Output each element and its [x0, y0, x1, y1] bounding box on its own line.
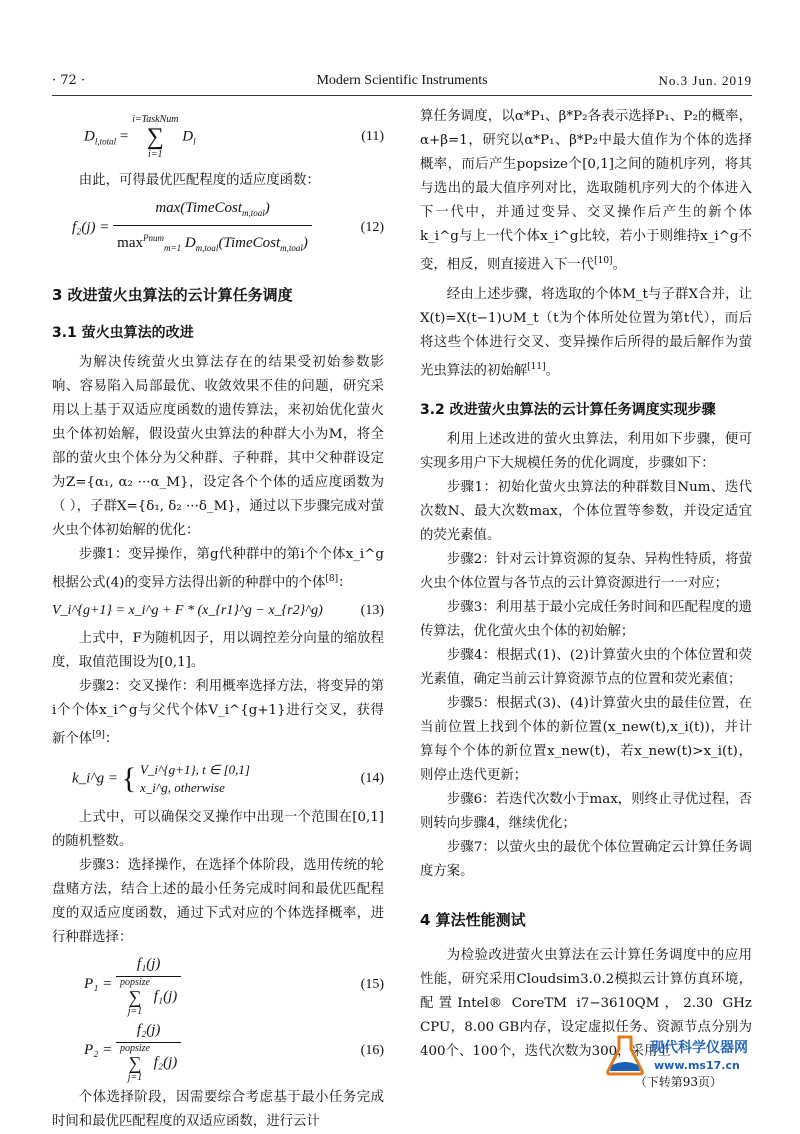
paragraph: 利用上述改进的萤火虫算法，利用如下步骤，便可实现多用户下大规模任务的优化调度，步骤如下： — [420, 431, 752, 471]
right-column — [420, 105, 752, 1094]
step-4: 步骤4：根据式(1)、(2)计算萤火虫的个体位置和荧光素值，确定当前云计算资源节点的位置和荧光素值； — [420, 647, 752, 687]
flask-icon — [602, 1033, 648, 1077]
equation-number: (16) — [360, 1042, 384, 1058]
equation-number: (12) — [360, 220, 384, 235]
subsection-heading: 3.2 改进萤火虫算法的云计算任务调度实现步骤 — [420, 401, 716, 418]
equation-13: V_i^{g+1} = x_i^g + F * (x_{r1}^g − x_{r2}^g) (13) — [52, 599, 384, 623]
equation-12: f₂(j) = $\frac{\max(TimeCost_{m,toal})}{\max^{Pnum}_{m=1} D_{m,toal}(TimeCost_{m,toal})}$ (12) — [52, 197, 384, 259]
logo-url: www.ms17.cn — [654, 1059, 740, 1072]
equation-number: (11) — [361, 129, 384, 144]
paragraph: 步骤2：交叉操作：利用概率选择方法，将变异的第i个个体x_i^g与父代个体V_i^{g+1}进行交叉，获得新个体[9]： — [52, 679, 384, 747]
section-heading: 3 改进萤火虫算法的云计算任务调度 — [52, 286, 293, 304]
step-2: 步骤2：针对云计算资源的复杂、异构性特质，将萤火虫个体位置与各节点的云计算资源进行一一对应； — [420, 551, 752, 591]
header-rule — [52, 95, 752, 96]
step-6: 步骤6：若迭代次数小于max，则终止寻优过程，否则转向步骤4，继续优化； — [420, 791, 752, 831]
equation-11: $D_{l,total}$ = i=TaskNum ∑ i=1 $D_l$ (11) — [84, 114, 384, 160]
paragraph: 为检验改进萤火虫算法在云计算任务调度中的应用性能，研究采用Cloudsim3.0.2模拟云计算仿真环境，配置Intel® CoreTM i7−3610QM，2.30 GHz CPU，8.00 GB内存，设定虚拟任务、资源节点分别为400个、100个，迭代次数为300，采用上 — [420, 947, 752, 1059]
left-column — [52, 105, 384, 1134]
section-heading: 4 算法性能测试 — [420, 910, 526, 929]
continued-note: （下转第93页） — [634, 1074, 722, 1089]
paragraph: 为解决传统萤火虫算法存在的结果受初始参数影响、容易陷入局部最优、收敛效果不佳的问题，研究采用以上基于双适应度函数的遗传算法，来初始优化萤火虫个体初始解，假设萤火虫算法的种群大小为M，将全部的萤火虫个体分为父种群、子种群，其中父种群设定为Z={α₁, α₂ ···α_M}，设定各个个体的适应度函数为（ ），子群X={δ₁, δ₂ ···δ_M}，通过以下步骤完成对萤火虫个体初始解的优化： — [52, 355, 384, 538]
issue-info: No.3 Jun. 2019 — [658, 73, 752, 88]
subsection-heading: 3.1 萤火虫算法的改进 — [52, 325, 194, 341]
step-1: 步骤1：初始化萤火虫算法的种群数目Num、迭代次数N、最大次数max，个体位置等参数，并设定适宜的荧光素值。 — [420, 479, 752, 543]
equation-number: (14) — [360, 770, 384, 786]
paragraph: 个体选择阶段，因需要综合考虑基于最小任务完成时间和最优匹配程度的双适应函数，进行云计 — [52, 1089, 384, 1129]
step-3: 步骤3：利用基于最小完成任务时间和匹配程度的遗传算法，优化萤火虫个体的初始解； — [420, 599, 752, 639]
page-number: · 72 · — [52, 73, 86, 88]
journal-name: Modern Scientific Instruments — [316, 73, 488, 88]
logo-text: 现代科学仪器网 — [650, 1040, 748, 1056]
equation-number: (13) — [360, 603, 384, 619]
equation-number: (15) — [360, 976, 384, 992]
paragraph: 算任务调度，以α*P₁、β*P₂各表示选择P₁、P₂的概率，α+β=1，研究以α*P₁、β*P₂中最大值作为个体的选择概率，而后产生popsize个[0,1]之间的随机序列，将其与选出的最大值序列对比，选取随机序列大的个体进入下一代中，并通过变异、交叉操作后产生的新个体k_i^g与上一代个体x_i^g比较，若小于则维持x_i^g不变，相反，则直接进入下一代[10]。 — [420, 109, 752, 273]
paragraph: 上式中，F为随机因子，用以调控差分向量的缩放程度，取值范围设为[0,1]。 — [52, 631, 384, 671]
paragraph: 经由上述步骤，将选取的个体M_t与子群X合并，让X(t)=X(t−1)∪M_t（t为个体所处位置为第t代），而后将这些个体进行交叉、变异操作后所得的最后解作为萤光虫算法的初始解[11]。 — [420, 287, 752, 379]
watermark-logo — [602, 1033, 792, 1079]
paragraph: 步骤1：变异操作，第g代种群中的第i个个体x_i^g根据公式(4)的变异方法得出新的种群中的个体[8]： — [52, 547, 384, 591]
paragraph: 上式中，可以确保交叉操作中出现一个范围在[0,1]的随机整数。 — [52, 809, 384, 849]
running-header — [52, 73, 752, 93]
paragraph: 由此，可得最优匹配程度的适应度函数： — [78, 173, 320, 188]
step-7: 步骤7：以萤火虫的最优个体位置确定云计算任务调度方案。 — [420, 839, 752, 879]
step-5: 步骤5：根据式(3)、(4)计算萤火虫的最佳位置，在当前位置上找到个体的新位置(x_new(t),x_i(t))，并计算每个个体的新位置x_new(t)，若x_new(t)>x_i(t)，则停止迭代更新； — [420, 695, 752, 783]
paragraph: 步骤3：选择操作，在选择个体阶段，选用传统的轮盘赌方法，结合上述的最小任务完成时间和最优匹配程度的双适应度函数，通过下式对应的个体选择概率，进行种群选择： — [52, 857, 384, 945]
equation-15: P₁ = f₁(j) popsize ∑ j=1 f₁(j) (15) — [52, 954, 384, 1016]
equation-14: k_i^g = { V_i^{g+1}, t ∈ [0,1] x_i^g, otherwise (14) — [72, 761, 384, 795]
equation-16: P₂ = f₂(j) popsize ∑ j=1 f₂(j) (16) — [52, 1020, 384, 1082]
